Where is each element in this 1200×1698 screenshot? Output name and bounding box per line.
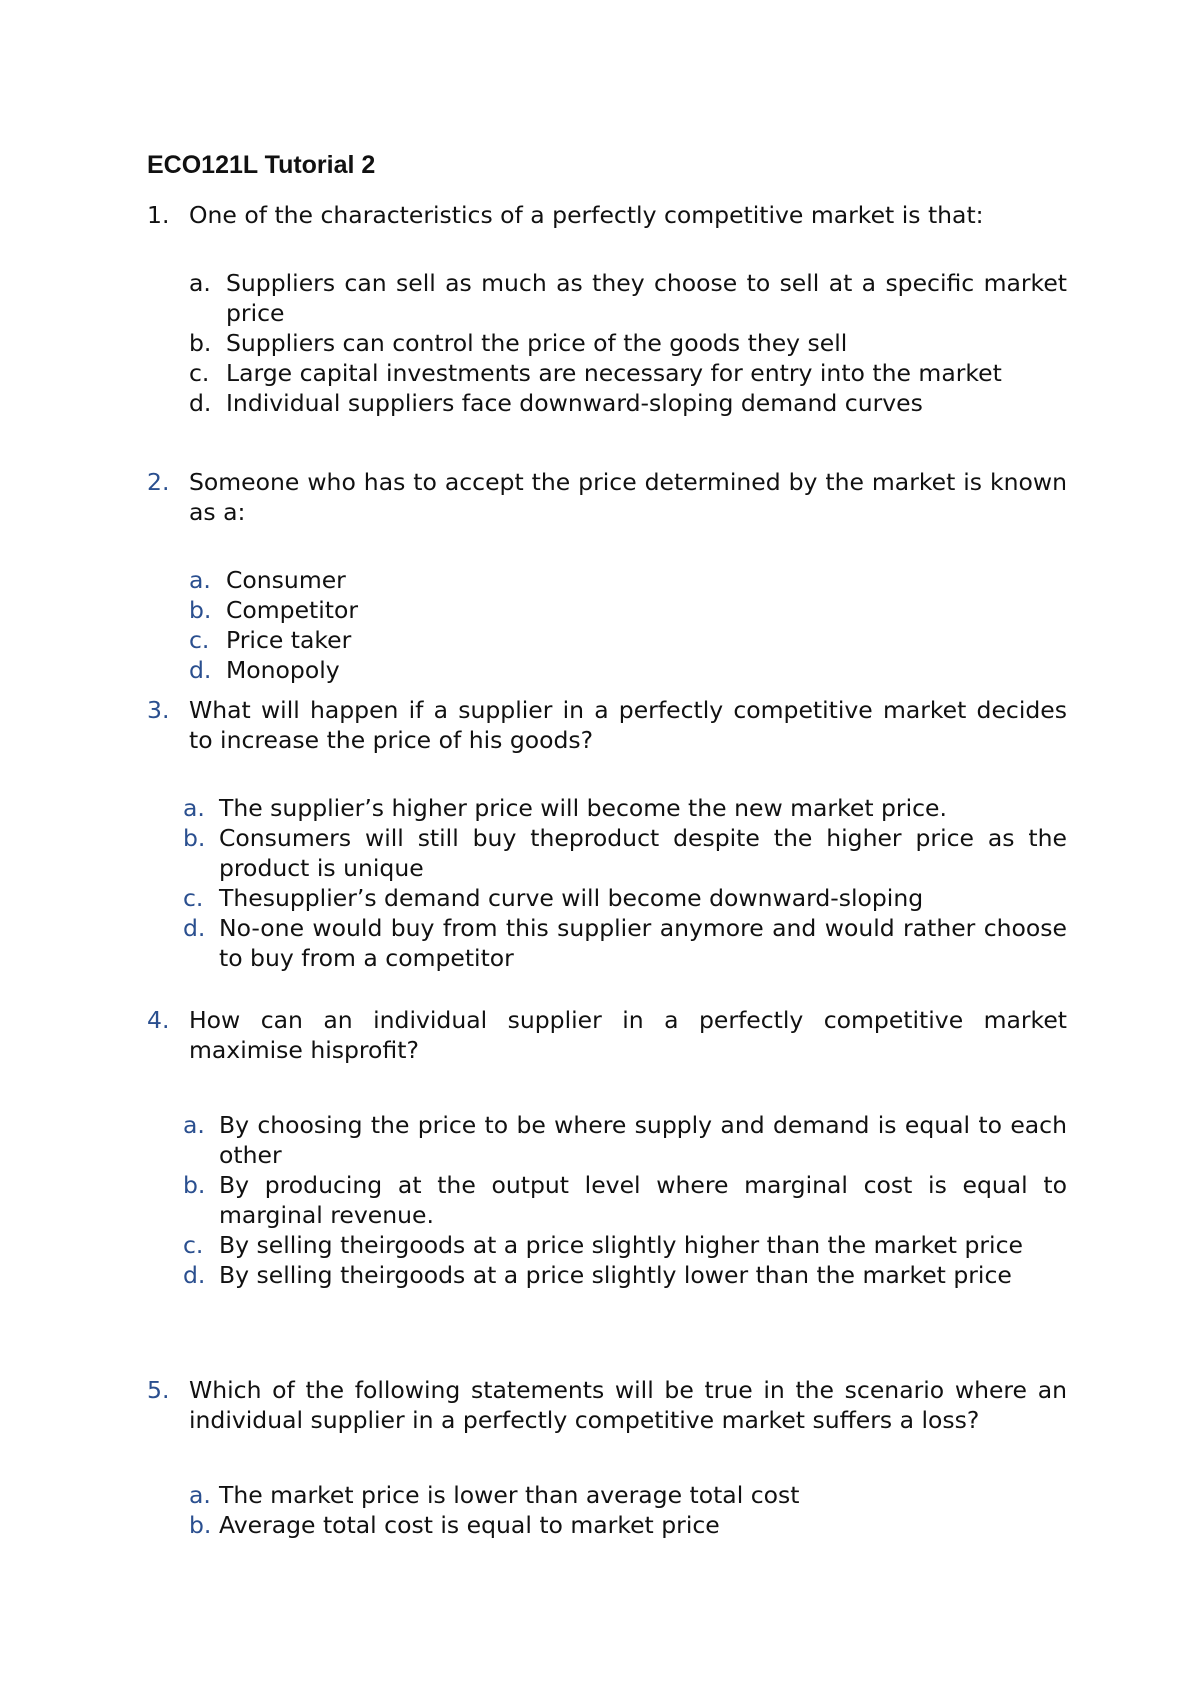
question-number: 2. [147, 468, 170, 496]
option-item [183, 793, 1067, 823]
option-text: Thesupplier’s demand curve will become downward-sloping [219, 884, 924, 912]
option-letter: b. [189, 596, 212, 624]
option-item [189, 625, 1067, 655]
option-letter: c. [183, 884, 204, 912]
option-text: By choosing the price to be where supply and demand is equal to each other [219, 1111, 1067, 1169]
option-text: By selling theirgoods at a price slightly higher than the market price [219, 1231, 1023, 1259]
question-5 [147, 1375, 1067, 1540]
option-text: By selling theirgoods at a price slightly lower than the market price [219, 1261, 1012, 1289]
option-letter: a. [189, 269, 211, 297]
option-letter: d. [183, 1261, 206, 1289]
option-item [183, 1170, 1067, 1230]
question-text: What will happen if a supplier in a perfectly competitive market decides to increase the price of his goods? [189, 696, 1067, 754]
question-text: One of the characteristics of a perfectly competitive market is that: [189, 201, 984, 229]
option-text: Large capital investments are necessary for entry into the market [226, 359, 1002, 387]
option-item [189, 1510, 1067, 1540]
option-letter: b. [183, 1171, 206, 1199]
option-letter: c. [183, 1231, 204, 1259]
option-list [189, 565, 1067, 685]
option-text: The market price is lower than average total cost [219, 1481, 800, 1509]
question-3 [147, 695, 1067, 973]
option-letter: d. [189, 389, 212, 417]
question-number: 5. [147, 1376, 170, 1404]
question-text: How can an individual supplier in a perfectly competitive market maximise hisprofit? [189, 1006, 1067, 1064]
question-2 [147, 467, 1067, 685]
option-text: Consumer [226, 566, 346, 594]
option-item [189, 388, 1067, 418]
option-letter: b. [189, 329, 212, 357]
option-letter: a. [183, 1111, 205, 1139]
option-text: Average total cost is equal to market price [219, 1511, 720, 1539]
option-item [189, 358, 1067, 388]
question-number: 3. [147, 696, 170, 724]
option-letter: a. [183, 794, 205, 822]
option-text: Monopoly [226, 656, 340, 684]
option-list [189, 1480, 1067, 1540]
option-list [189, 268, 1067, 418]
option-text: No-one would buy from this supplier anymore and would rather choose to buy from a competitor [219, 914, 1067, 972]
option-text: Price taker [226, 626, 352, 654]
option-text: Individual suppliers face downward-sloping demand curves [226, 389, 923, 417]
option-letter: d. [189, 656, 212, 684]
option-item [183, 913, 1067, 973]
option-letter: c. [189, 359, 210, 387]
option-letter: b. [189, 1511, 212, 1539]
question-text: Which of the following statements will be true in the scenario where an individual supplier in a perfectly competitive market suffers a loss? [189, 1376, 1067, 1434]
page-title: ECO121L Tutorial 2 [147, 151, 376, 179]
option-item [189, 328, 1067, 358]
option-item [183, 1110, 1067, 1170]
option-list [183, 1110, 1067, 1290]
option-text: The supplier’s higher price will become the new market price. [219, 794, 947, 822]
option-letter: b. [183, 824, 206, 852]
option-item [183, 1260, 1067, 1290]
question-4 [147, 1005, 1067, 1290]
question-text: Someone who has to accept the price determined by the market is known as a: [189, 468, 1067, 526]
option-text: Suppliers can sell as much as they choose to sell at a specific market price [226, 269, 1067, 327]
option-item [183, 823, 1067, 883]
question-1 [147, 200, 1067, 418]
option-text: By producing at the output level where marginal cost is equal to marginal revenue. [219, 1171, 1067, 1229]
option-list [183, 793, 1067, 973]
option-letter: c. [189, 626, 210, 654]
option-text: Suppliers can control the price of the goods they sell [226, 329, 848, 357]
option-item [189, 1480, 1067, 1510]
option-text: Competitor [226, 596, 359, 624]
option-item [189, 595, 1067, 625]
question-number: 4. [147, 1006, 170, 1034]
option-letter: d. [183, 914, 206, 942]
option-text: Consumers will still buy theproduct despite the higher price as the product is unique [219, 824, 1067, 882]
option-item [183, 883, 1067, 913]
question-number: 1. [147, 201, 170, 229]
option-letter: a. [189, 1481, 211, 1509]
option-item [189, 655, 1067, 685]
option-item [189, 268, 1067, 328]
option-item [183, 1230, 1067, 1260]
option-item [189, 565, 1067, 595]
option-letter: a. [189, 566, 211, 594]
